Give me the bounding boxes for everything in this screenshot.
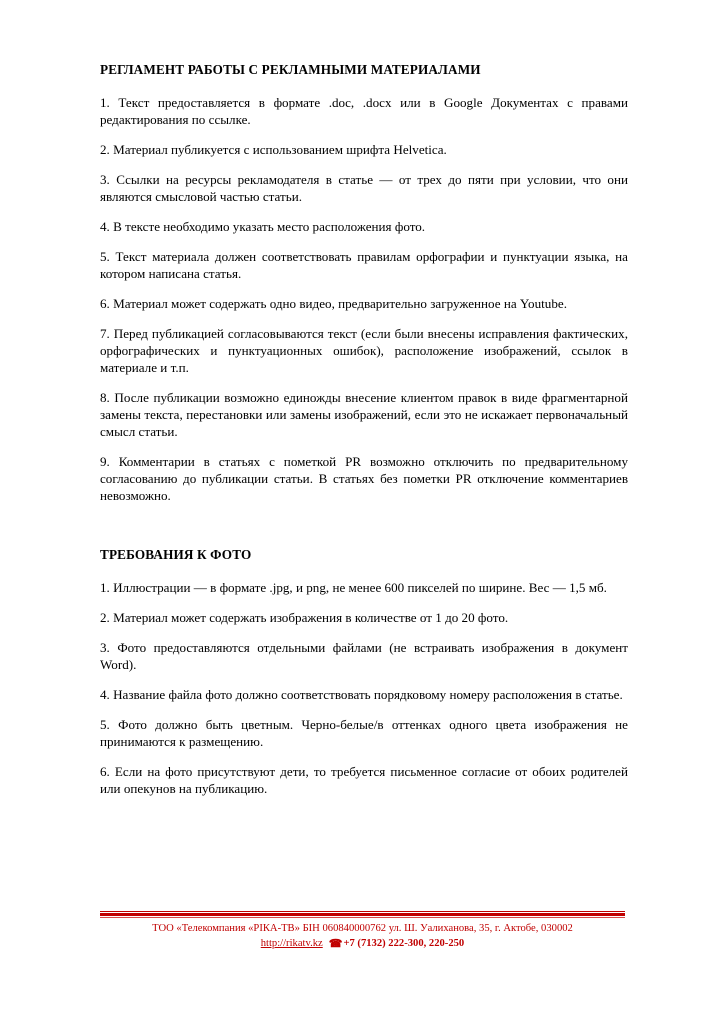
section-title-photo-requirements: ТРЕБОВАНИЯ К ФОТО — [100, 546, 252, 562]
footer-website-link[interactable]: http://rikatv.kz — [260, 938, 323, 950]
footer-contact-block — [100, 922, 625, 952]
clause-paragraph: 6. Если на фото присутствуют дети, то требуется письменное согласие от обоих родителей или опекунов на публикацию. — [100, 764, 628, 797]
footer-divider-line-top — [100, 911, 625, 912]
clause-paragraph: 2. Материал публикуется с использованием шрифта Helvetica. — [100, 141, 447, 157]
clause-paragraph: 3. Ссылки на ресурсы рекламодателя в статье — от трех до пяти при условии, что они являются смысловой частью статьи. — [100, 171, 628, 204]
footer-company-info: ТОО «Телекомпания «РІКА-ТВ» БІН 060840000762 ул. Ш. Уалиханова, 35, г. Актобе, 030002 — [152, 923, 573, 934]
clause-paragraph: 1. Текст предоставляется в формате .doc, .docx или в Google Документах с правами редактирования по ссылке. — [100, 94, 628, 127]
clause-paragraph: 8. После публикации возможно единожды внесение клиентом правок в виде фрагментарной замены текста, перестановки или замены изображений, если это не искажает первоначальный смысл статьи. — [100, 389, 628, 439]
footer-divider-line-bottom — [100, 917, 625, 918]
clause-paragraph: 7. Перед публикацией согласовываются текст (если были внесены исправления фактических, орфографических и пунктуационных ошибок), расположение изображений, ссылок в материале и т.п. — [100, 325, 628, 375]
page-title: РЕГЛАМЕНТ РАБОТЫ С РЕКЛАМНЫМИ МАТЕРИАЛАМИ — [100, 62, 481, 77]
clause-paragraph: 3. Фото предоставляются отдельными файлами (не встраивать изображения в документ Word). — [100, 640, 628, 673]
clause-paragraph: 2. Материал может содержать изображения в количестве от 1 до 20 фото. — [100, 610, 509, 626]
footer-divider-line-middle — [100, 913, 625, 916]
telephone-icon: ☎ — [328, 938, 343, 951]
section-spacer — [100, 517, 628, 547]
document-body — [100, 62, 628, 797]
clause-paragraph: 5. Текст материала должен соответствовать правилам орфографии и пунктуации языка, на котором написана статья. — [100, 248, 628, 281]
footer-divider — [100, 911, 625, 918]
clause-paragraph: 1. Иллюстрации — в формате .jpg, и png, не менее 600 пикселей по ширине. Вес — 1,5 мб. — [100, 580, 607, 596]
clause-paragraph: 4. В тексте необходимо указать место расположения фото. — [100, 218, 426, 234]
clause-paragraph: 9. Комментарии в статьях с пометкой PR возможно отключить по предварительному согласованию до публикации статьи. В статьях без пометки PR отключение комментариев невозможно. — [100, 453, 628, 503]
clause-paragraph: 6. Материал может содержать одно видео, предварительно загруженное на Youtube. — [100, 295, 567, 311]
clause-paragraph: 4. Название файла фото должно соответствовать порядковому номеру расположения в статье. — [100, 687, 623, 703]
footer-phone-numbers: +7 (7132) 222-300, 220-250 — [343, 938, 465, 950]
footer-contact-line — [100, 937, 625, 952]
clause-paragraph: 5. Фото должно быть цветным. Черно-белые/в оттенках одного цвета изображения не принимаются к размещению. — [100, 717, 628, 750]
